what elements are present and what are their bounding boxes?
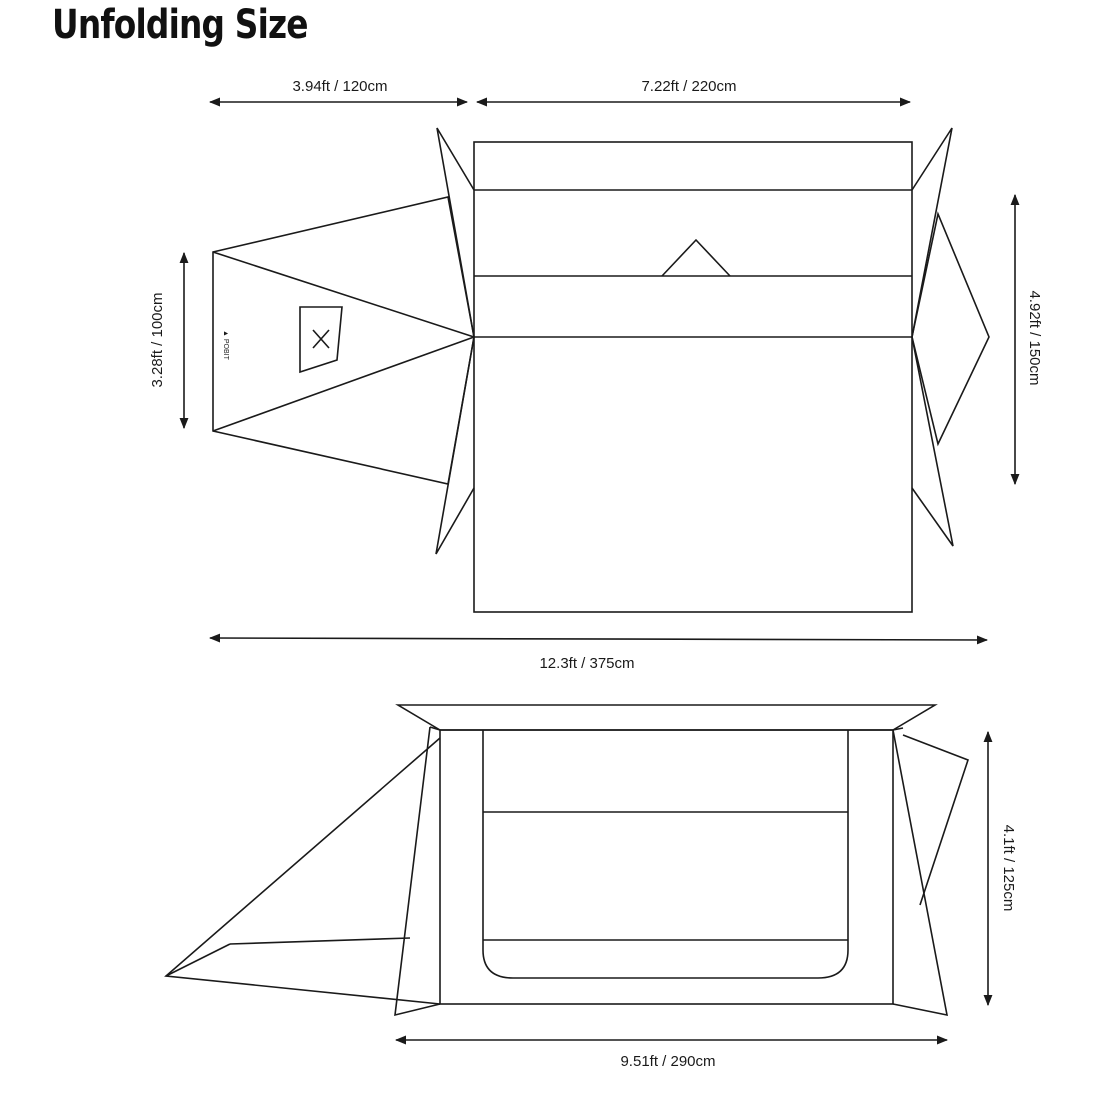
- top-view: [213, 128, 989, 612]
- left-guy-seam: [230, 938, 410, 944]
- side-view: [166, 705, 968, 1015]
- right-lower-flap: [912, 337, 953, 546]
- dim-label-total: 12.3ft / 375cm: [539, 655, 635, 672]
- side-wall: [440, 730, 893, 1004]
- tent-floor-rect: [474, 142, 912, 612]
- dim-label-side-length: 9.51ft / 290cm: [620, 1053, 716, 1070]
- dim-line-total: [210, 638, 987, 640]
- page-title: Unfolding Size: [52, 2, 308, 48]
- vestibule-seam: [213, 252, 474, 337]
- vent-triangle: [662, 240, 730, 276]
- canopy-top: [398, 705, 935, 730]
- left-upper-flap: [437, 128, 474, 337]
- right-end-panel-side: [903, 735, 968, 905]
- left-lower-flap: [436, 337, 474, 554]
- dim-label-vestibule: 3.94ft / 120cm: [292, 78, 388, 95]
- dim-label-body: 7.22ft / 220cm: [641, 78, 737, 95]
- brand-logo-text: ▲ POBIT: [222, 330, 229, 360]
- dim-label-body-width: 4.92ft / 150cm: [1026, 290, 1043, 386]
- left-vestibule: [213, 197, 474, 484]
- dim-label-door-height: 3.28ft / 100cm: [149, 292, 166, 388]
- right-end-panel: [912, 214, 989, 444]
- right-side-flap: [893, 730, 947, 1015]
- vestibule-seam: [213, 337, 474, 431]
- dim-label-side-height: 4.1ft / 125cm: [1000, 824, 1017, 912]
- left-guy-panel: [166, 738, 440, 1004]
